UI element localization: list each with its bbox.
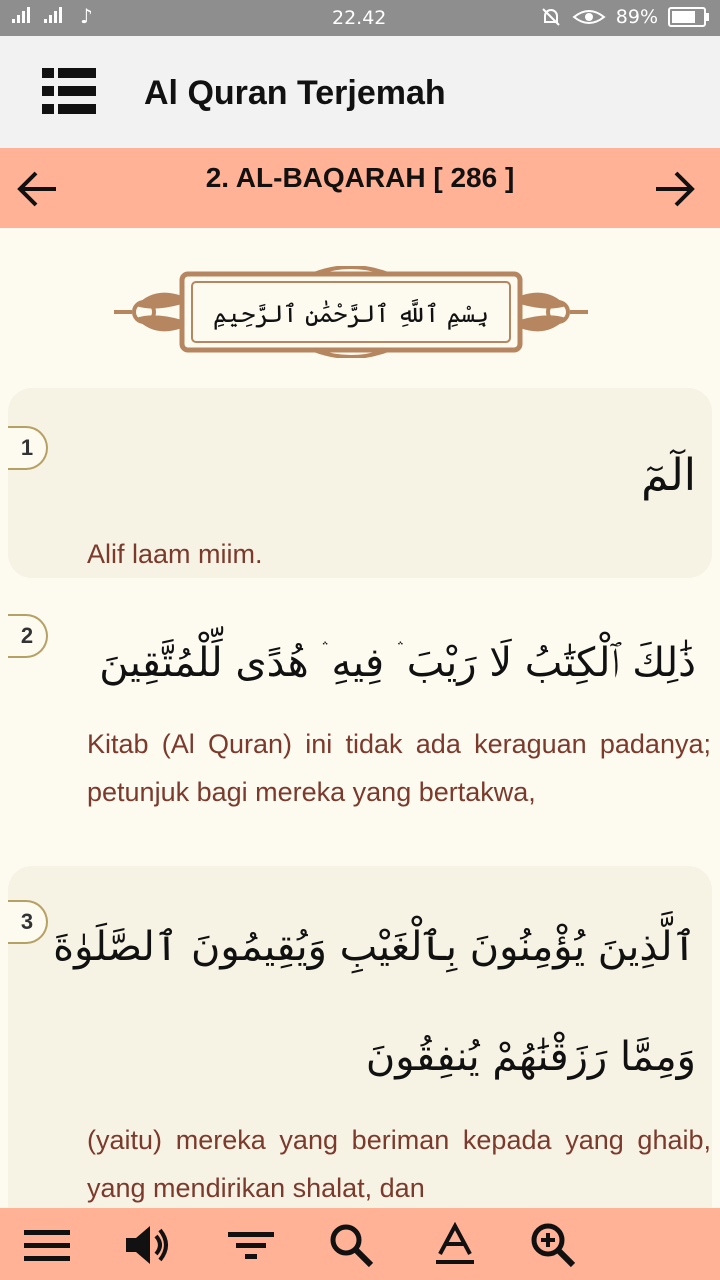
app-bar [0, 36, 720, 148]
verse-card [8, 600, 712, 860]
signal-indicators [12, 7, 62, 23]
verse-translation: (yaitu) mereka yang beriman kepada yang ghaib, yang mendirikan shalat, dan [87, 1125, 711, 1203]
verse-number-badge: 2 [8, 614, 48, 658]
verse-arabic: ٱلَّذِينَ يُؤْمِنُونَ بِٱلْغَيْبِ وَيُقِيمُونَ ٱلصَّلَوٰةَ [53, 924, 696, 970]
arrow-right-icon[interactable] [652, 166, 698, 212]
bismillah-text: بِسْمِ ٱللَّهِ ٱلرَّحْمَٰنِ ٱلرَّحِيمِ [212, 300, 489, 328]
verse-card [8, 388, 712, 578]
status-bar [0, 0, 720, 36]
verse-arabic: ذَٰلِكَ ٱلْكِتَٰبُ لَا رَيْبَ ۛ فِيهِ ۛ هُدًى لِّلْمُتَّقِينَ [99, 640, 696, 686]
signal-icon [44, 7, 62, 23]
verse-arabic: وَمِمَّا رَزَقْنَٰهُمْ يُنفِقُونَ [365, 1034, 696, 1080]
verse-arabic: الٓمٓ [641, 450, 696, 501]
status-time: 22.42 [332, 7, 387, 29]
verse-number-badge: 1 [8, 426, 48, 470]
bottom-toolbar [0, 1208, 720, 1280]
verse-translation: Kitab (Al Quran) ini tidak ada keraguan padanya; petunjuk bagi mereka yang bertakwa, [87, 729, 711, 807]
surah-header [0, 148, 720, 228]
speaker-icon[interactable] [124, 1222, 170, 1268]
list-menu-icon[interactable] [42, 68, 96, 114]
search-icon[interactable] [328, 1222, 374, 1268]
menu-icon[interactable] [24, 1222, 70, 1268]
music-note-icon: ♪ [80, 4, 93, 28]
zoom-in-icon[interactable] [530, 1222, 576, 1268]
verse-translation: Alif laam miim. [87, 539, 263, 569]
app-title: Al Quran Terjemah [144, 74, 446, 112]
filter-icon[interactable] [228, 1222, 274, 1268]
verse-card [8, 866, 712, 1208]
surah-title: 2. AL-BAQARAH [ 286 ] [205, 162, 515, 193]
battery-icon [668, 7, 706, 27]
signal-icon [12, 7, 30, 23]
font-icon[interactable] [432, 1222, 478, 1268]
battery-percent: 89% [615, 6, 658, 28]
eye-icon [572, 7, 606, 27]
battery-fill [672, 11, 695, 23]
verse-number-badge: 3 [8, 900, 48, 944]
muted-bell-icon [540, 6, 562, 28]
